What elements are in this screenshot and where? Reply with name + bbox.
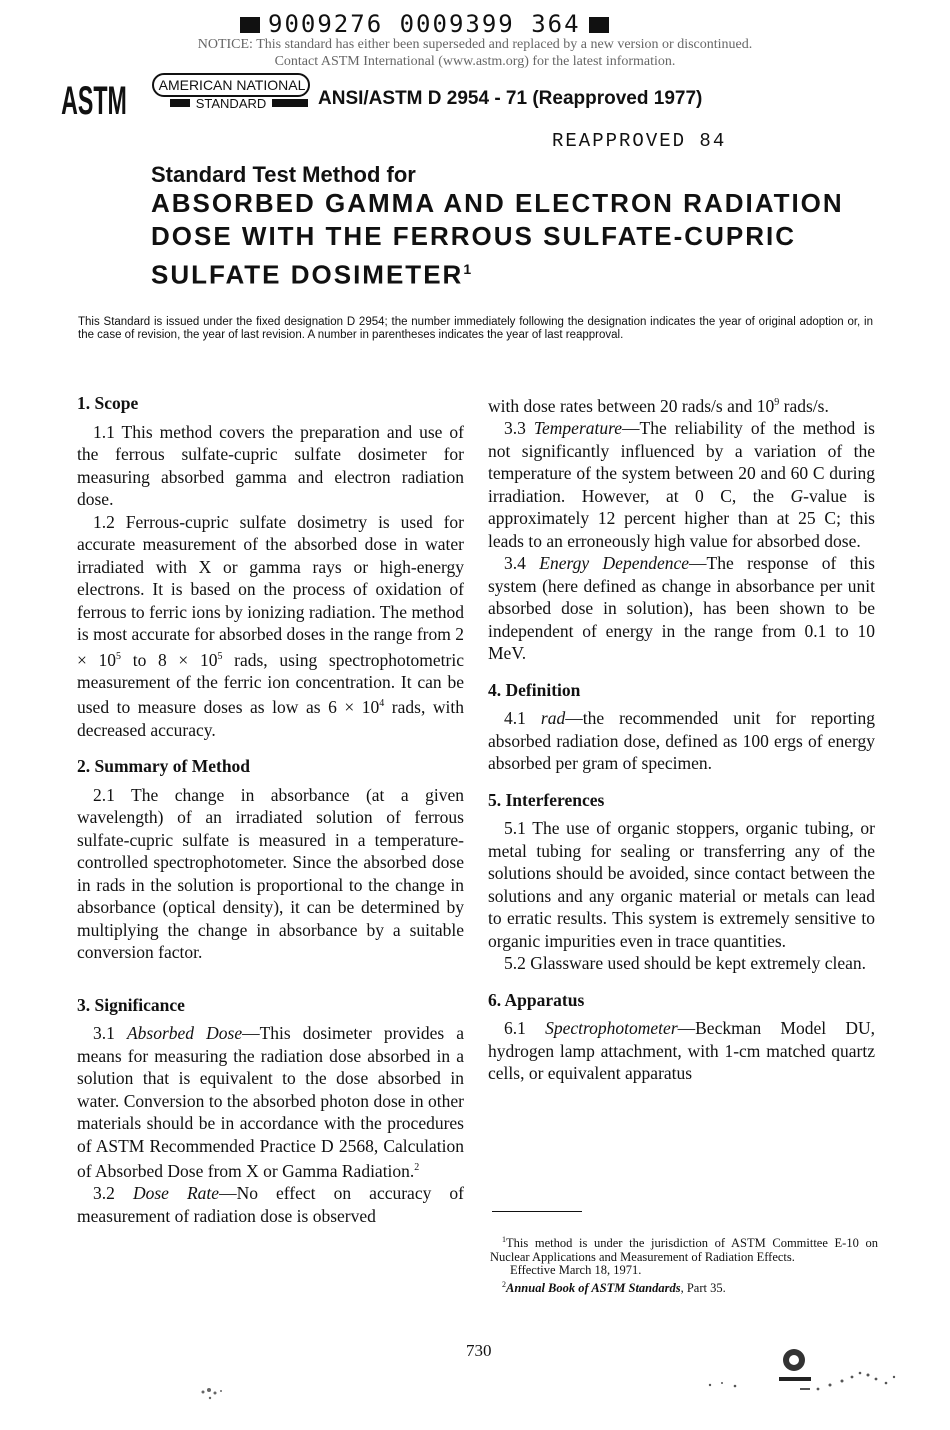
p3-4-number: 3.4	[504, 553, 540, 574]
paragraph-3-2-continued	[488, 392, 875, 417]
p4-1-number: 4.1	[504, 708, 541, 729]
badge-line-2: STANDARD	[195, 96, 267, 111]
footnote-1	[490, 1233, 878, 1264]
right-column	[488, 392, 875, 1085]
title-prefix: Standard Test Method for	[151, 162, 416, 187]
footnote-2-italic: Annual Book of ASTM Standards	[506, 1280, 681, 1295]
p3-3-number: 3.3	[504, 418, 534, 439]
notice-line-2: Contact ASTM International (www.astm.org) for the latest information.	[274, 54, 676, 69]
barcode-text: 9009276 0009399 364	[268, 10, 581, 38]
footnote-1-effective: Effective March 18, 1971.	[510, 1263, 642, 1278]
paragraph-4-1	[488, 707, 875, 775]
footnote-1-text: This method is under the jurisdiction of ASTM Committee E-10 on Nuclear Applications and Measurement of Radiation Effects.	[490, 1236, 878, 1264]
document-title	[151, 187, 911, 292]
p4-1-text: —the recommended unit for reporting absorbed radiation dose, defined as 100 ergs of energy absorbed per gram of specimen.	[488, 708, 876, 774]
paragraph-3-3	[488, 417, 875, 552]
title-text: ABSORBED GAMMA AND ELECTRON RADIATION DOSE WITH THE FERROUS SULFATE-CUPRIC SULFATE DOSIMETER	[151, 188, 844, 290]
paragraph-2-1: 2.1 The change in absorbance (at a given wavelength) of an irradiated solution of ferrous sulfate-cupric sulfate is measured in a temperature-controlled spectrophotometer. Since the absorbed dose in rads in the solution is proportional to the change in absorbance (optical density), it can be determined by multiplying the change in absorbance by a suitable conversion factor.	[77, 784, 464, 963]
p1-2-part-a: 1.2 Ferrous-cupric sulfate dosimetry is used for accurate measurement of the absorbed dose in water irradiated with X or gamma rays or high-energy electrons. It is based on the process of oxidation of ferrous to ferric ions by ionizing radiation. The method is most accurate for absorbed doses in the range from 2 × 10	[77, 511, 464, 670]
designation: ANSI/ASTM D 2954 - 71 (Reapproved 1977)	[318, 88, 703, 109]
p3-2-term: Dose Rate	[132, 1183, 220, 1204]
p3-1-number: 3.1	[93, 1023, 127, 1044]
barcode-header	[232, 10, 617, 38]
section-heading-significance: 3. Significance	[77, 994, 185, 1015]
section-heading-summary: 2. Summary of Method	[77, 756, 251, 777]
barcode-block-right	[589, 17, 609, 33]
p3-3-g-symbol: G	[790, 485, 804, 506]
footnote-2-text: , Part 35.	[680, 1280, 726, 1295]
p3-3-term: Temperature	[533, 418, 623, 439]
p1-2-exponent-2: 5	[217, 650, 223, 662]
title-footnote-ref: 1	[463, 261, 472, 277]
astm-logo-icon	[60, 66, 130, 124]
paragraph-3-2	[77, 1182, 464, 1227]
p6-1-text: —Beckman Model DU, hydrogen lamp attachment, with 1-cm matched quartz cells, or equivalent apparatus	[488, 1018, 875, 1084]
footnote-1-mark: 1	[502, 1235, 506, 1244]
section-heading-definition: 4. Definition	[488, 679, 581, 700]
p3-2-exponent: 9	[774, 397, 780, 408]
footnote-2	[490, 1278, 878, 1296]
p3-1-text: —This dosimeter provides a means for measuring the radiation dose absorbed in a solution that is equivalent to the dose absorbed in water. Conversion to the absorbed photon dose in other materials should be in accordance with the procedures of ASTM Recommended Practice D 2568, Calculation of Absorbed Dose from X or Gamma Radiation.	[77, 1023, 465, 1181]
astm-logo-text: ASTM	[61, 77, 127, 123]
left-column	[77, 392, 464, 1227]
p1-2-part-b: to 8 × 10	[121, 649, 218, 670]
scan-smudge	[195, 1382, 235, 1412]
p3-3-text: —The reliability of the method is not significantly influenced by a variation of the temperature of the system between 20 and 60 C during irradiation. However, at 0 C, the	[488, 418, 875, 506]
p3-2-text: —No effect on accuracy of measurement of radiation dose is observed	[77, 1183, 464, 1226]
paragraph-1-2	[77, 511, 464, 742]
section-heading-interferences: 5. Interferences	[488, 789, 605, 810]
section-heading-scope: 1. Scope	[77, 393, 139, 413]
p6-1-number: 6.1	[504, 1018, 546, 1039]
p1-2-exponent-3: 4	[379, 698, 385, 710]
reapproved-stamp: REAPPROVED 84	[552, 130, 727, 152]
p1-2-part-d: rads, with decreased accuracy.	[77, 697, 464, 740]
p3-2-cont-text: with dose rates between 20 rads/s and 10	[488, 395, 775, 416]
paragraph-5-1: 5.1 The use of organic stoppers, organic tubing, or metal tubing for sealing or transferring any of the solutions should be avoided, since contact between the solutions and any organic material or metals can lead to erratic results. This system is extremely sensitive to organic impurities even in trace quantities.	[488, 818, 875, 951]
notice-line-1: NOTICE: This standard has either been superseded and replaced by a new version or discontinued.	[197, 37, 753, 52]
p3-1-term: Absorbed Dose	[126, 1023, 243, 1044]
section-heading-apparatus: 6. Apparatus	[488, 989, 585, 1010]
paragraph-1-1: 1.1 This method covers the preparation and use of the ferrous sulfate-cupric sulfate dosimeter for measuring absorbed gamma and electron radiation dose.	[77, 421, 464, 509]
p3-3-text-2: -value is approximately 12 percent higher than at 25 C; this leads to an erroneously high value for absorbed dose.	[488, 485, 875, 551]
p1-2-part-c: rads, using spectrophotometric measurement of the ferric ion concentration. It can be used to measure doses as low as 6 × 10	[77, 649, 464, 718]
footnote-rule	[492, 1211, 582, 1212]
badge-line-1: AMERICAN NATIONAL	[158, 77, 306, 93]
p3-1-footnote-ref: 2	[414, 1162, 420, 1174]
issued-note: This Standard is issued under the fixed designation D 2954; the number immediately following the designation indicates the year of original adoption or, in the case of revision, the year of last revision. A number in parentheses indicates the year of last reapproval.	[78, 316, 873, 341]
p3-2-cont-text-2: rads/s.	[779, 395, 829, 416]
p1-2-exponent-1: 5	[116, 650, 122, 662]
p4-1-term: rad	[540, 708, 566, 729]
paragraph-3-4	[488, 552, 875, 665]
scan-noise-marks	[700, 1355, 910, 1395]
american-national-standard-badge	[152, 73, 312, 111]
p3-4-term: Energy Dependence	[539, 553, 690, 574]
footnotes	[490, 1233, 878, 1295]
page-number: 730	[466, 1341, 492, 1360]
p6-1-term: Spectrophotometer	[545, 1018, 678, 1039]
p3-2-number: 3.2	[93, 1183, 133, 1204]
paragraph-5-2: 5.2 Glassware used should be kept extremely clean.	[504, 953, 867, 974]
paragraph-6-1	[488, 1017, 875, 1085]
paragraph-3-1	[77, 1022, 464, 1182]
barcode-block-left	[240, 17, 260, 33]
footnote-2-mark: 2	[502, 1279, 506, 1289]
p3-4-text: —The response of this system (here defined as change in absorbance per unit absorbed dose in solution), has been shown to be independent of energy in the range from 0.1 to 10 MeV.	[488, 553, 875, 664]
